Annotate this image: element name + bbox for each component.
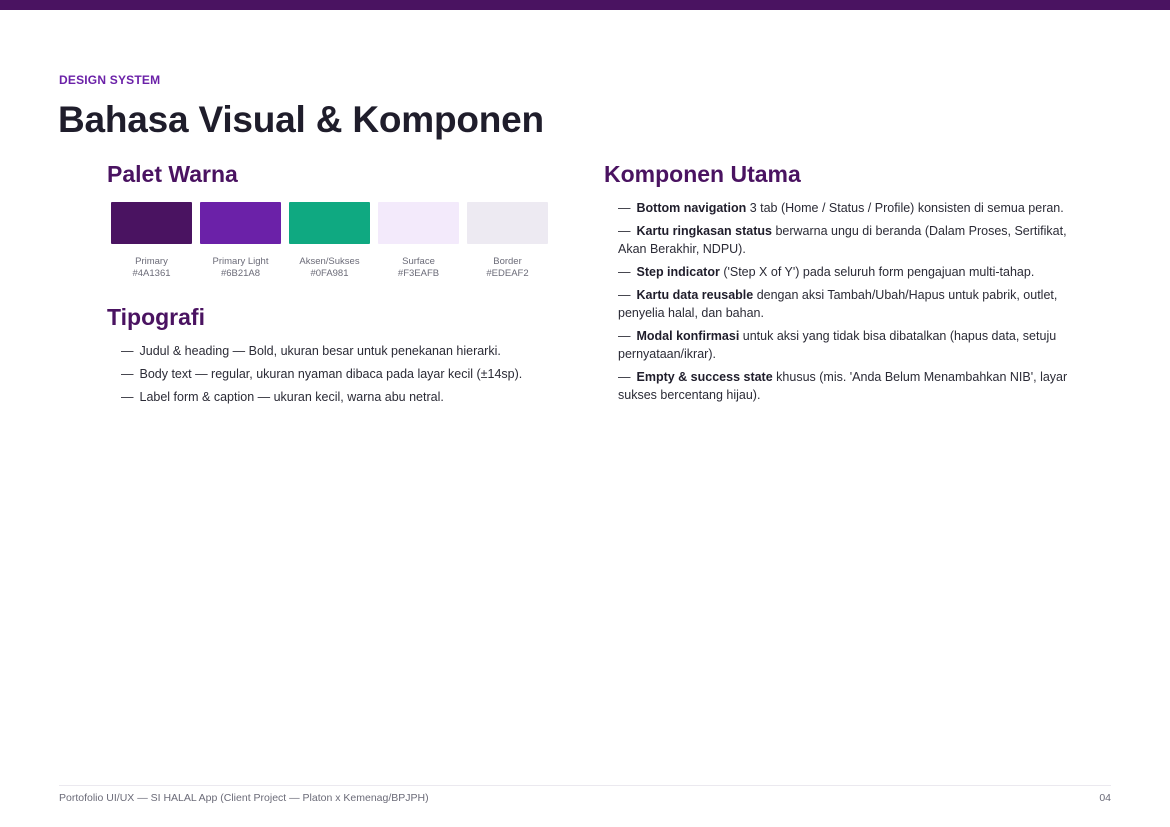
dash-glyph: —	[121, 344, 134, 358]
palette-title: Palet Warna	[107, 161, 238, 187]
swatch-color	[467, 202, 548, 244]
list-item	[618, 368, 1068, 404]
swatch-label: Primary Light	[212, 256, 269, 267]
dash-glyph: —	[618, 224, 631, 238]
swatch-color	[289, 202, 370, 244]
list-item	[121, 389, 522, 412]
swatch-label: Primary	[135, 256, 168, 267]
list-item-text: Body text — regular, ukuran nyaman dibaca pada layar kecil (±14sp).	[139, 367, 523, 381]
list-item-text: ('Step X of Y') pada seluruh form pengajuan multi-tahap.	[719, 265, 1035, 279]
list-item-bold: Empty & success state	[636, 370, 773, 384]
dash-glyph: —	[618, 265, 631, 279]
list-item-bold: Kartu data reusable	[636, 288, 754, 302]
footer-caption: Portofolio UI/UX — SI HALAL App (Client Project — Platon x Kemenag/BPJPH)	[59, 792, 429, 804]
list-item	[618, 222, 1068, 258]
swatch-primary-light	[200, 202, 281, 280]
dash-glyph: —	[618, 329, 631, 343]
typography-title: Tipografi	[107, 304, 205, 330]
swatch-hex: #6B21A8	[220, 268, 261, 279]
list-item	[618, 263, 1068, 281]
list-item	[618, 327, 1068, 363]
swatch-label: Aksen/Sukses	[299, 256, 360, 267]
list-item-bold: Kartu ringkasan status	[636, 224, 772, 238]
swatch-hex: #4A1361	[132, 268, 171, 279]
list-item-text: dengan aksi Tambah/Ubah/Hapus untuk pabrik, outlet, penyelia halal, dan bahan.	[618, 288, 1058, 320]
dash-glyph: —	[121, 367, 134, 381]
swatch-hex: #0FA981	[310, 268, 349, 279]
dash-glyph: —	[618, 201, 631, 215]
swatch-border	[467, 202, 548, 280]
list-item-bold: Modal konfirmasi	[636, 329, 740, 343]
list-item-bold: Bottom navigation	[636, 201, 747, 215]
list-item-text: 3 tab (Home / Status / Profile) konsisten di semua peran.	[746, 201, 1064, 215]
footer-divider	[59, 785, 1111, 786]
swatch-label: Border	[493, 256, 522, 267]
swatch-primary	[111, 202, 192, 280]
swatch-color	[200, 202, 281, 244]
typography-list	[121, 343, 522, 412]
list-item-text: untuk aksi yang tidak bisa dibatalkan (hapus data, setuju pernyataan/ikrar).	[618, 329, 1057, 361]
list-item-text: khusus (mis. 'Anda Belum Menambahkan NIB', layar sukses bercentang hijau).	[618, 370, 1068, 402]
swatch-color	[378, 202, 459, 244]
swatch-hex: #EDEAF2	[486, 268, 529, 279]
list-item	[121, 366, 522, 389]
page-title: Bahasa Visual & Komponen	[58, 99, 544, 140]
swatch-hex: #F3EAFB	[397, 268, 440, 279]
list-item-text: berwarna ungu di beranda (Dalam Proses, Sertifikat, Akan Berakhir, NDPU).	[618, 224, 1067, 256]
list-item	[618, 286, 1068, 322]
dash-glyph: —	[618, 370, 631, 384]
list-item-bold: Step indicator	[636, 265, 720, 279]
dash-glyph: —	[618, 288, 631, 302]
page-number: 04	[1099, 792, 1111, 804]
list-item-text: Judul & heading — Bold, ukuran besar untuk penekanan hierarki.	[139, 344, 501, 358]
section-eyebrow: DESIGN SYSTEM	[59, 73, 161, 87]
top-accent-bar	[0, 0, 1170, 10]
list-item	[618, 199, 1068, 217]
swatch-surface	[378, 202, 459, 280]
swatch-label: Surface	[402, 256, 435, 267]
dash-glyph: —	[121, 390, 134, 404]
components-title: Komponen Utama	[604, 161, 801, 187]
color-palette	[111, 202, 548, 280]
components-list	[618, 199, 1068, 409]
list-item	[121, 343, 522, 366]
swatch-accent-success	[289, 202, 370, 280]
swatch-color	[111, 202, 192, 244]
list-item-text: Label form & caption — ukuran kecil, warna abu netral.	[139, 390, 444, 404]
